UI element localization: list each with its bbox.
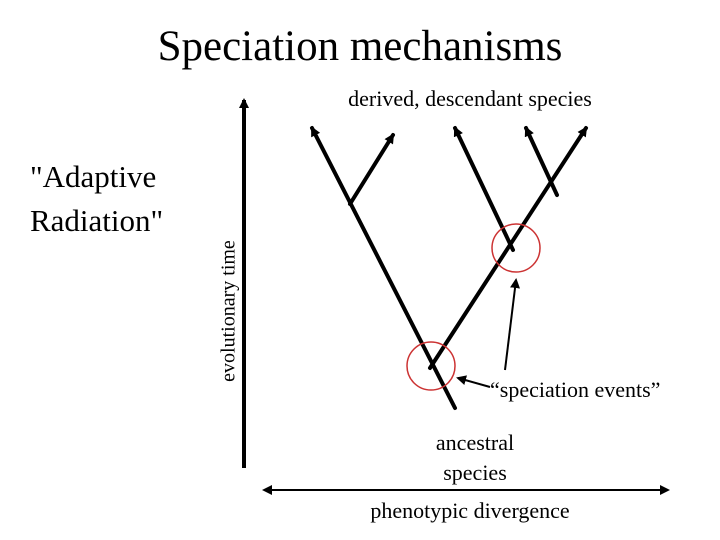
ancestral-species-label (436, 428, 514, 488)
branch-right-inner (526, 128, 557, 195)
descendant-species-label: derived, descendant species (348, 86, 592, 111)
ancestral-line-2: species (443, 460, 507, 485)
speciation-event-circle-upper (492, 224, 540, 272)
pointer-arrow-lower (458, 378, 490, 387)
page-title: Speciation mechanisms (157, 23, 563, 70)
pointer-arrow-upper (505, 280, 516, 370)
x-axis-label: phenotypic divergence (370, 498, 570, 523)
branch-left-clade (350, 135, 393, 204)
speciation-events-label: “speciation events” (490, 377, 661, 402)
adaptive-radiation-line-1: "Adaptive (30, 159, 157, 194)
adaptive-radiation-line-2: Radiation" (30, 203, 164, 238)
branch-middle-left (455, 128, 513, 250)
y-axis-label: evolutionary time (217, 240, 240, 382)
ancestral-line-1: ancestral (435, 430, 515, 455)
branch-right-main (430, 128, 586, 368)
